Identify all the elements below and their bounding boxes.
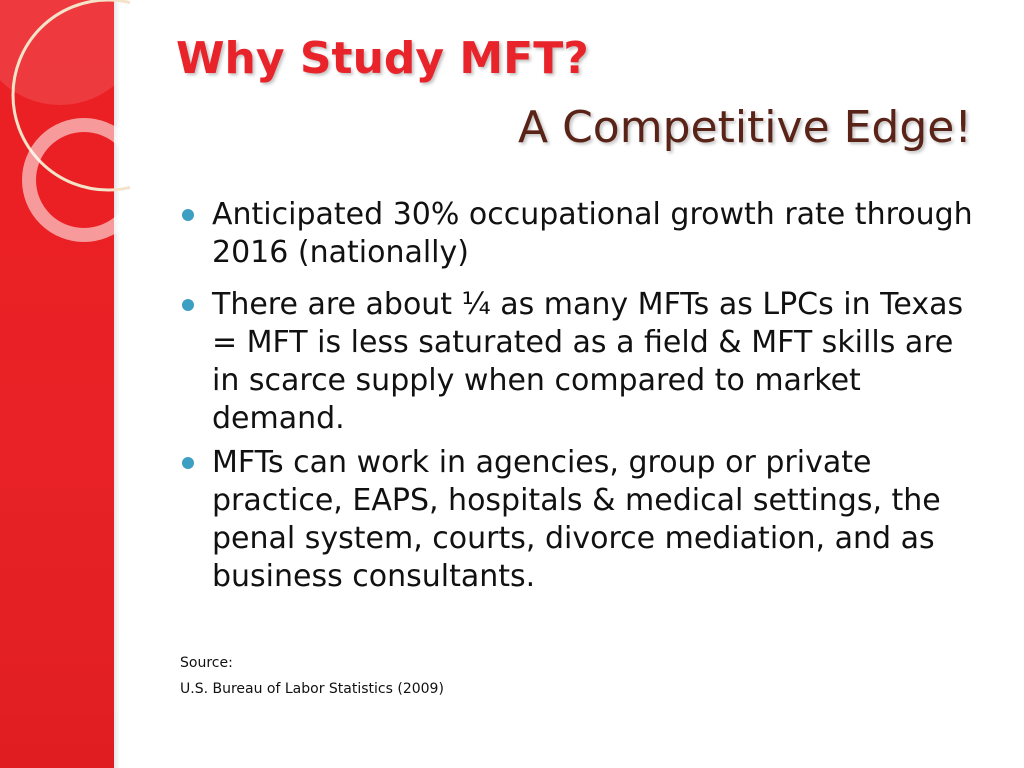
bullet-item	[178, 196, 978, 272]
source-note	[180, 650, 444, 702]
bullet-text: MFTs can work in agencies, group or private practice, EAPS, hospitals & medical settings, the penal system, courts, divorce mediation, and as business consultants.	[212, 445, 941, 594]
bullet-item	[178, 444, 978, 596]
source-text: U.S. Bureau of Labor Statistics (2009)	[180, 681, 444, 697]
slide-title: Why Study MFT?	[176, 33, 589, 84]
bullet-text: Anticipated 30% occupational growth rate through 2016 (nationally)	[212, 197, 973, 270]
decorative-ring-small	[29, 125, 130, 235]
bullet-item	[178, 286, 978, 438]
bullet-dot-icon	[182, 299, 194, 311]
bullet-text: There are about ¼ as many MFTs as LPCs in Texas = MFT is less saturated as a field & MFT skills are in scarce supply when compared to market demand.	[212, 287, 964, 436]
bullet-dot-icon	[182, 457, 194, 469]
bullet-dot-icon	[182, 209, 194, 221]
source-label: Source:	[180, 655, 233, 671]
decorative-disc	[0, 0, 130, 105]
decorative-circles	[0, 0, 130, 260]
slide-subtitle: A Competitive Edge!	[517, 102, 972, 153]
bullet-list	[178, 196, 978, 610]
